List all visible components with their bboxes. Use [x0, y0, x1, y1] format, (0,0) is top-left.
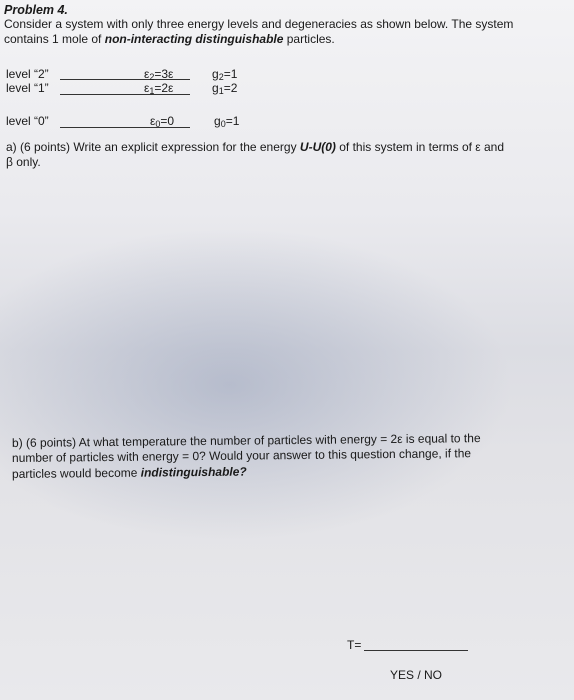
intro-line-1: Consider a system with only three energy levels and degeneracies as shown below. The system	[4, 17, 514, 31]
part-b-line-2: number of particles with energy = 0? Would your answer to this question change, if the	[11, 446, 472, 465]
level-2-label: level “2”	[6, 67, 49, 81]
level-0-degeneracy: $g_0=1$	[214, 114, 240, 129]
temperature-label: T=	[347, 638, 362, 652]
yes-no-choice[interactable]: YES / NO	[390, 668, 443, 682]
level-0-label: level “0”	[6, 114, 49, 128]
part-a-line-2: β only.	[6, 155, 41, 169]
level-1-energy: $\varepsilon_1=2\varepsilon$	[144, 81, 174, 96]
temperature-answer-line[interactable]	[364, 650, 468, 651]
level-1-label: level “1”	[6, 81, 49, 95]
part-b-line-1: b) (6 points) At what temperature the number of particles with energy = 2ε is equal to the	[11, 431, 481, 450]
level-0-energy: $\varepsilon_0=0$	[150, 114, 175, 129]
level-1-degeneracy: $g_1=2$	[212, 81, 238, 96]
level-2-energy: $\varepsilon_2=3\varepsilon$	[144, 67, 174, 82]
intro-line-2: contains 1 mole of non-interacting distinguishable particles.	[4, 32, 335, 46]
level-2-degeneracy: $g_2=1$	[212, 67, 238, 82]
part-b-line-3: particles would become indistinguishable?	[11, 464, 247, 481]
part-a-line-1: a) (6 points) Write an explicit expression for the energy U-U(0) of this system in terms of ε and	[6, 140, 504, 154]
problem-title: Problem 4.	[4, 3, 68, 17]
